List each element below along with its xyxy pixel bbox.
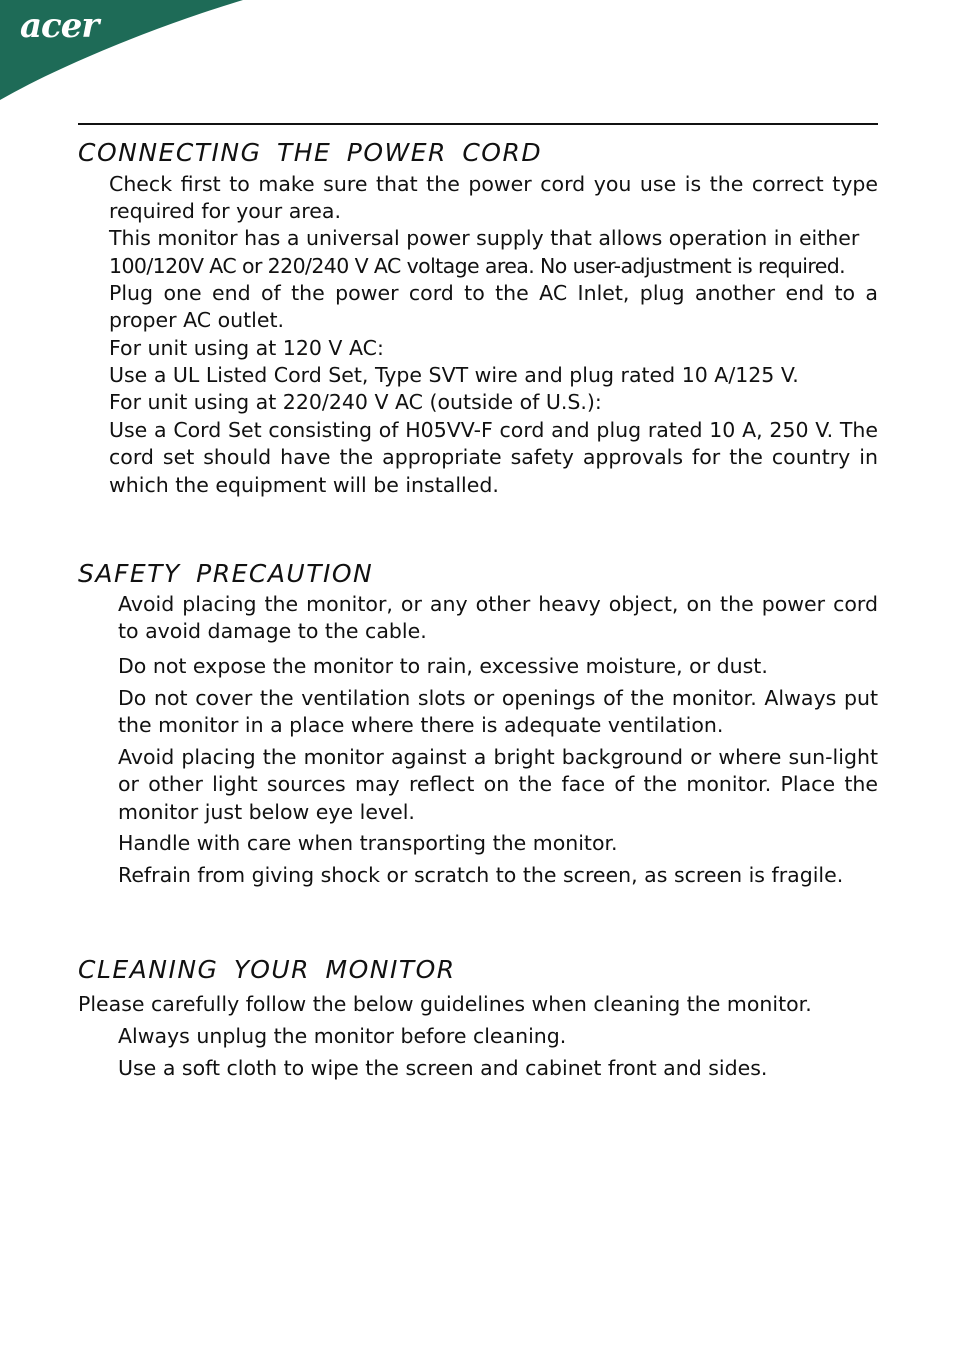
power-cord-paragraph-5: Use a UL Listed Cord Set, Type SVT wire and plug rated 10 A/125 V. [109, 363, 799, 387]
heading-power-cord: CONNECTING THE POWER CORD [78, 138, 543, 167]
heading-safety-precaution: SAFETY PRECAUTION [78, 559, 374, 588]
acer-logo: acer [20, 6, 99, 46]
power-cord-paragraph-7: Use a Cord Set consisting of H05VV-F cord and plug rated 10 A, 250 V. The cord set should have the appropriate safety approvals for the country in which the equipment will be installed. [109, 418, 878, 497]
safety-item: Avoid placing the monitor against a bright background or where sun-light or other light sources may reflect on the face of the monitor. Place the monitor just below eye level. [118, 745, 878, 824]
power-cord-paragraph-3: Plug one end of the power cord to the AC Inlet, plug another end to a proper AC outlet. [109, 281, 878, 333]
power-cord-paragraph-6: For unit using at 220/240 V AC (outside of U.S.): [109, 390, 602, 414]
safety-item: Do not expose the monitor to rain, excessive moisture, or dust. [118, 654, 768, 678]
safety-item: Avoid placing the monitor, or any other heavy object, on the power cord to avoid damage to the cable. [118, 592, 878, 644]
heading-cleaning-monitor: CLEANING YOUR MONITOR [78, 955, 456, 984]
safety-item: Handle with care when transporting the monitor. [118, 831, 618, 855]
power-cord-paragraph-4: For unit using at 120 V AC: [109, 336, 384, 360]
power-cord-paragraph-1: Check first to make sure that the power cord you use is the correct type required for your area. [109, 172, 878, 224]
safety-item: Refrain from giving shock or scratch to the screen, as screen is fragile. [118, 863, 844, 887]
cleaning-item: Always unplug the monitor before cleaning. [118, 1024, 567, 1048]
cleaning-item: Use a soft cloth to wipe the screen and cabinet front and sides. [118, 1056, 768, 1080]
safety-item: Do not cover the ventilation slots or openings of the monitor. Always put the monitor in a place where there is adequate ventilation. [118, 686, 878, 738]
cleaning-intro: Please carefully follow the below guidelines when cleaning the monitor. [78, 992, 812, 1016]
power-cord-paragraph-2-line-2: 100/120V AC or 220/240 V AC voltage area. No user-adjustment is required. [109, 254, 846, 278]
top-divider [78, 123, 878, 125]
power-cord-paragraph-2-line-1: This monitor has a universal power supply that allows operation in either [109, 226, 860, 250]
